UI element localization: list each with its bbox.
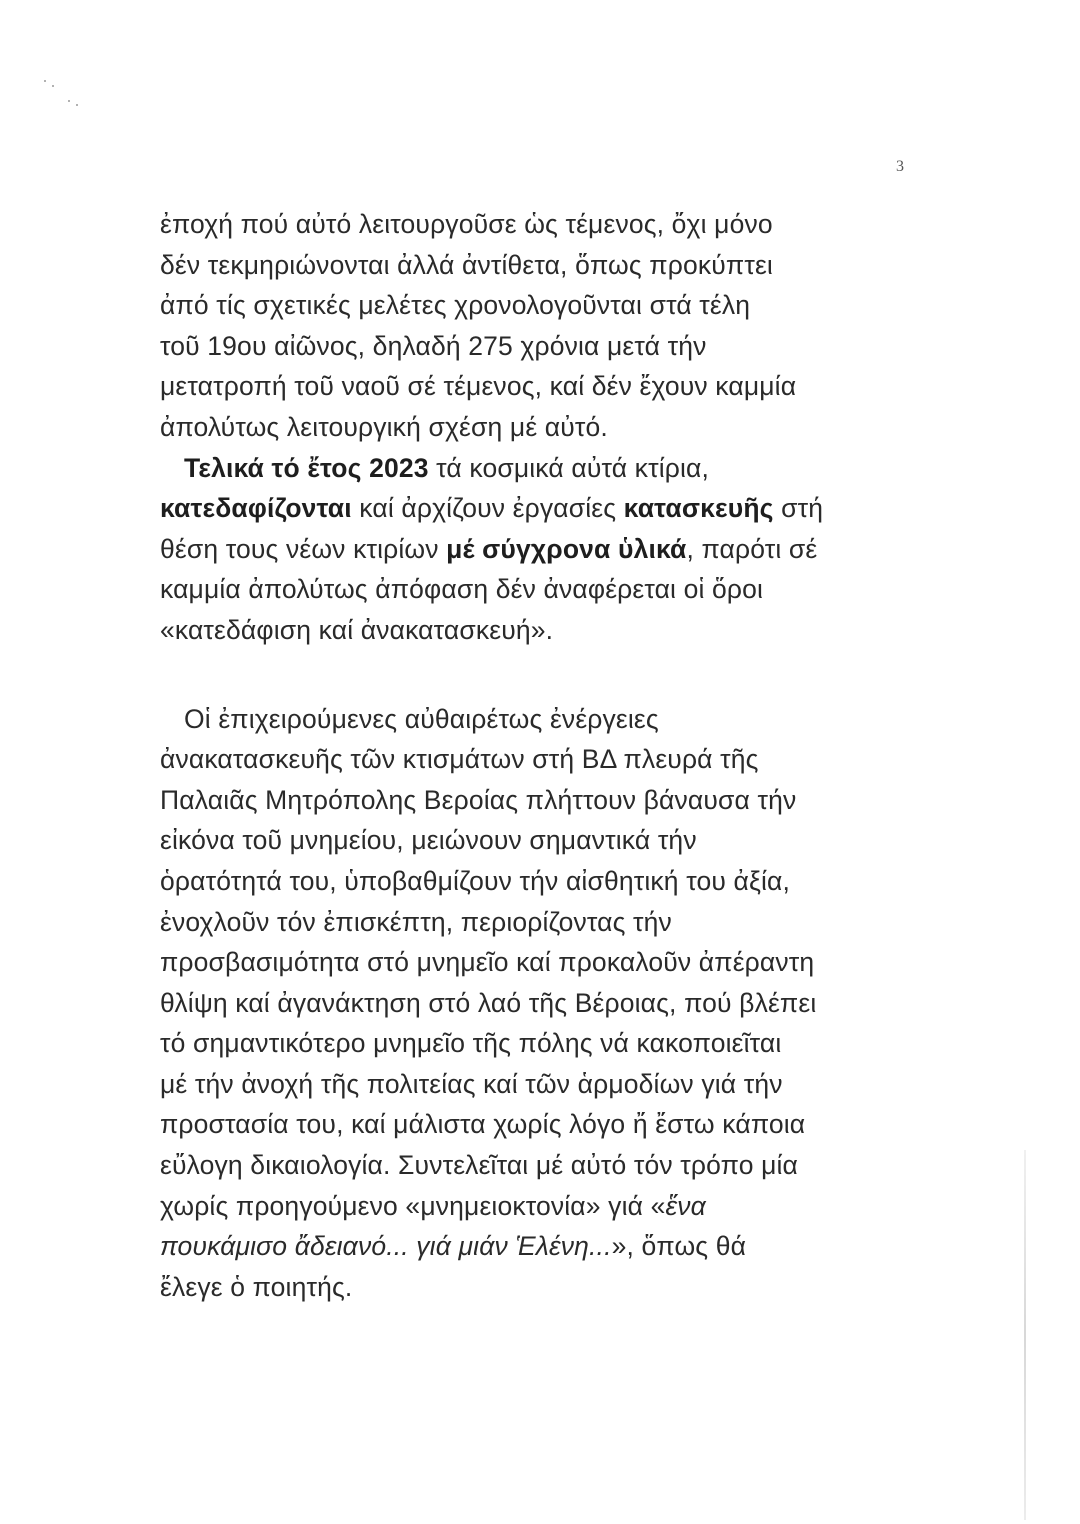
text-line: προστασία του, καί μάλιστα χωρίς λόγο ἤ ἔστω κάποια xyxy=(160,1109,806,1140)
text-line: ἀπολύτως λειτουργική σχέση μέ αὐτό. xyxy=(160,411,608,442)
text-line: δέν τεκμηριώνονται ἀλλά ἀντίθετα, ὅπως προκύπτει xyxy=(160,249,773,280)
text-line: ἐνοχλοῦν τόν ἐπισκέπτη, περιορίζοντας τήν xyxy=(160,906,672,937)
italic-phrase: πουκάμισο ἄδειανό... γιά μιάν Ἑλένη... xyxy=(160,1231,612,1262)
bold-phrase: μέ σύγχρονα ὑλικά xyxy=(446,533,687,564)
text-line: τό σημαντικότερο μνημεῖο τῆς πόλης νά κακοποιεῖται xyxy=(160,1028,782,1059)
text-span: τά κοσμικά αὐτά κτίρια, xyxy=(428,452,709,483)
text-line xyxy=(160,488,920,529)
text-span: στή xyxy=(773,493,824,524)
scan-edge-shadow xyxy=(1024,1150,1026,1520)
text-line: καμμία ἀπολύτως ἀπόφαση δέν ἀναφέρεται οἱ ὅροι xyxy=(160,574,764,605)
text-span: , παρότι σέ xyxy=(686,533,818,564)
text-line: εἰκόνα τοῦ μνημείου, μειώνουν σημαντικά τήν xyxy=(160,825,697,856)
text-line: Παλαιᾶς Μητρόπολης Βεροίας πλήττουν βάναυσα τήν xyxy=(160,784,797,815)
text-line xyxy=(160,1226,920,1267)
text-line: εὔλογη δικαιολογία. Συντελεῖται μέ αὐτό τόν τρόπο μία xyxy=(160,1150,799,1181)
italic-phrase: ἕνα xyxy=(665,1190,706,1221)
bold-phrase: Τελικά τό ἔτος 2023 xyxy=(184,452,429,483)
text-line: προσβασιμότητα στό μνημεῖο καί προκαλοῦν ἀπέραντη xyxy=(160,947,815,978)
document-body xyxy=(160,204,920,1307)
text-line xyxy=(160,448,920,489)
text-line: μετατροπή τοῦ ναοῦ σέ τέμενος, καί δέν ἔχουν καμμία xyxy=(160,371,797,402)
bold-phrase: κατεδαφίζονται xyxy=(160,493,352,524)
paragraph-gap xyxy=(160,651,920,699)
text-line: «κατεδάφιση καί ἀνακατασκευή». xyxy=(160,614,554,645)
text-line: ἀνακατασκευῆς τῶν κτισμάτων στή ΒΔ πλευρά τῆς xyxy=(160,744,759,775)
text-line: ἀπό τίς σχετικές μελέτες χρονολογοῦνται στά τέλη xyxy=(160,290,751,321)
scan-specks xyxy=(40,78,90,118)
text-line: τοῦ 19ου αἰῶνος, δηλαδή 275 χρόνια μετά τήν xyxy=(160,330,707,361)
paragraph-1 xyxy=(160,204,920,448)
paragraph-3 xyxy=(160,699,920,1308)
text-span: καί ἀρχίζουν ἐργασίες xyxy=(351,493,624,524)
text-span: », ὅπως θά xyxy=(611,1231,747,1262)
text-line xyxy=(160,529,920,570)
text-line: ἔλεγε ὁ ποιητής. xyxy=(160,1271,353,1302)
text-line: θλίψη καί ἀγανάκτηση στό λαό τῆς Βέροιας, πού βλέπει xyxy=(160,987,817,1018)
text-line: ὁρατότητά του, ὑποβαθμίζουν τήν αἰσθητική του ἀξία, xyxy=(160,865,790,896)
text-line: μέ τήν ἀνοχή τῆς πολιτείας καί τῶν ἁρμοδίων γιά τήν xyxy=(160,1068,783,1099)
text-line: ἐποχή πού αὐτό λειτουργοῦσε ὡς τέμενος, ὄχι μόνο xyxy=(160,209,773,239)
paragraph-2 xyxy=(160,448,920,651)
text-span: θέση τους νέων κτιρίων xyxy=(160,533,447,564)
bold-phrase: κατασκευῆς xyxy=(623,493,774,524)
text-line: Οἱ ἐπιχειρούμενες αὐθαιρέτως ἐνέργειες xyxy=(184,703,659,734)
text-line xyxy=(160,1186,920,1227)
text-span: χωρίς προηγούμενο «μνημειοκτονία» γιά « xyxy=(160,1190,666,1221)
page-number: 3 xyxy=(896,158,904,175)
